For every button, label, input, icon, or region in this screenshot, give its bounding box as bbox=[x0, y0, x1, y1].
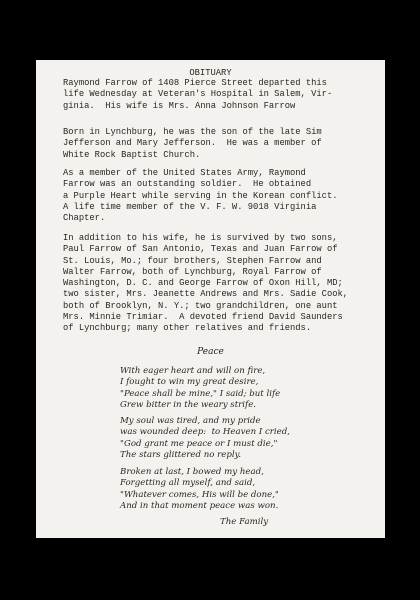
poem-stanza-3: Broken at last, I bowed my head, Forgetting all myself, and said, "Whatever comes, His will be done," And in that moment peace was won. bbox=[120, 467, 279, 512]
paragraph-military: As a member of the United States Army, Raymond Farrow was an outstanding soldier. He obtained a Purple Heart while serving in the Korean conflict. A life time member of the V. F. W. 9018 Virginia Chapter. bbox=[63, 168, 338, 224]
signature: The Family bbox=[220, 517, 269, 527]
poem-stanza-2: My soul was tired, and my pride was wounded deep: to Heaven I cried, "God grant me peace or I must die," The stars glittered no reply. bbox=[120, 416, 290, 461]
poem-stanza-1: With eager heart and will on fire, I fought to win my great desire, "Peace shall be mine," I said; but life Grew bitter in the weary strife. bbox=[120, 366, 281, 411]
poem-title: Peace bbox=[197, 347, 224, 357]
paragraph-survivors: In addition to his wife, he is survived by two sons, Paul Farrow of San Antonio, Texas and Juan Farrow of St. Louis, Mo.; four brothers, Stephen Farrow and Walter Farrow, both of Lynchburg, Royal Farrow of Washington, D. C. and George Farrow of Oxon Hill, MD; two sister, Mrs. Jeanette Andrews and Mrs. Sadie Cook, both of Brooklyn, N. Y.; two grandchildren, one aunt Mrs. Minnie Trimiar. A devoted friend David Saunders of Lynchburg; many other relatives and friends. bbox=[63, 233, 349, 334]
paragraph-birth: Born in Lynchburg, he was the son of the late Sim Jefferson and Mary Jefferson. He was a member of White Rock Baptist Church. bbox=[63, 127, 322, 160]
obituary-heading: OBITUARY bbox=[189, 68, 232, 78]
obituary-page bbox=[36, 60, 385, 538]
paragraph-departure: Raymond Farrow of 1408 Pierce Street departed this life Wednesday at Veteran's Hospital in Salem, Vir- ginia. His wife is Mrs. Anna Johnson Farrow bbox=[63, 78, 333, 111]
